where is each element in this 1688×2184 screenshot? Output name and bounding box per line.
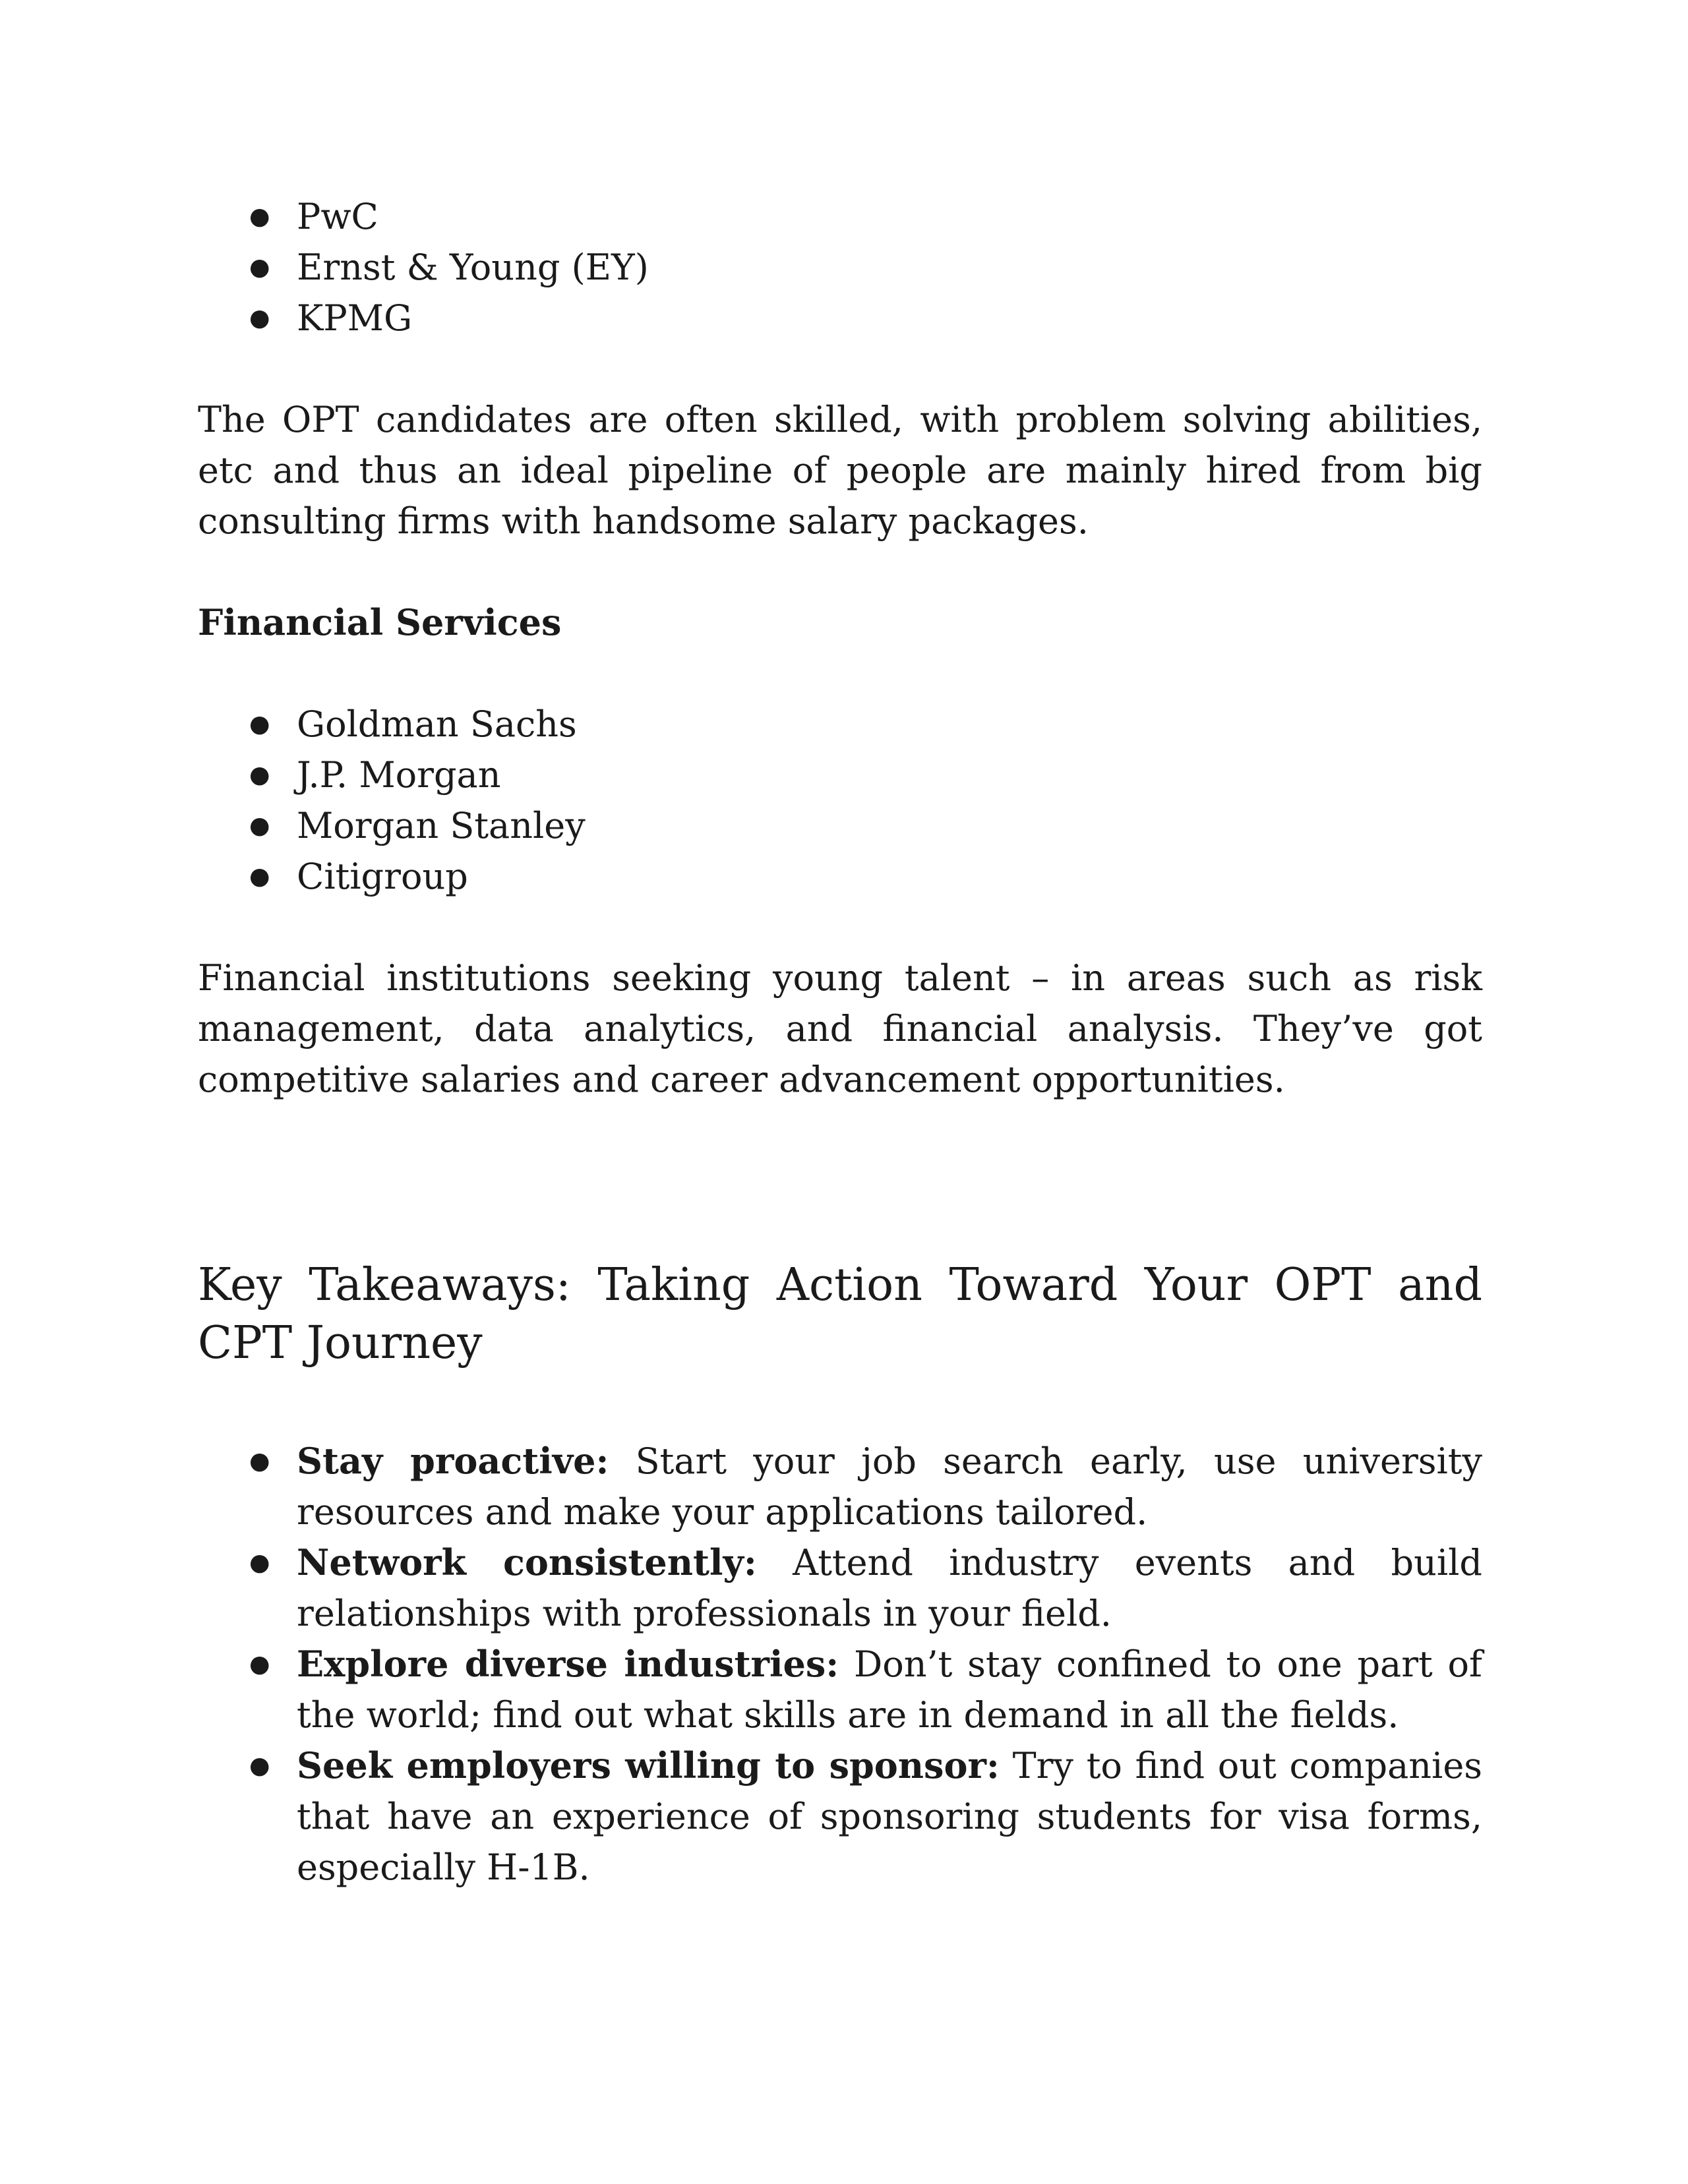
bullet-icon: ● xyxy=(249,761,270,788)
key-takeaways-heading: Key Takeaways: Taking Action Toward Your OPT and CPT Journey xyxy=(198,1259,1482,1369)
bullet-icon: ● xyxy=(249,1549,270,1576)
list-item xyxy=(198,191,1482,242)
bullet-icon: ● xyxy=(249,863,270,890)
consulting-firms-list xyxy=(198,191,1482,343)
list-item xyxy=(198,699,1482,750)
list-item-text: J.P. Morgan xyxy=(297,754,501,796)
takeaway-item xyxy=(198,1740,1482,1893)
list-item xyxy=(198,750,1482,800)
takeaway-title: Network consistently: xyxy=(297,1541,757,1583)
takeaway-title: Seek employers willing to sponsor: xyxy=(297,1744,1000,1786)
bullet-icon: ● xyxy=(249,254,270,281)
list-item-text: KPMG xyxy=(297,297,413,339)
bullet-icon: ● xyxy=(249,812,270,839)
list-item-text: PwC xyxy=(297,196,378,237)
takeaway-title: Explore diverse industries: xyxy=(297,1643,839,1685)
takeaway-item xyxy=(198,1639,1482,1740)
bullet-icon: ● xyxy=(249,1448,270,1475)
takeaway-item xyxy=(198,1436,1482,1537)
bullet-icon: ● xyxy=(249,1752,270,1779)
list-item-text: Ernst & Young (EY) xyxy=(297,247,649,288)
list-item-text: Citigroup xyxy=(297,856,468,897)
list-item xyxy=(198,293,1482,343)
takeaway-text: Attend industry events and build relationships with professionals in your field. xyxy=(297,1542,1482,1634)
list-item xyxy=(198,242,1482,293)
takeaway-text: Start your job search early, use university resources and make your applications tailored. xyxy=(297,1440,1482,1533)
takeaway-text: Try to find out companies that have an experience of sponsoring students for visa forms, especially H-1B. xyxy=(297,1745,1482,1888)
takeaways-list xyxy=(198,1436,1482,1893)
financial-firms-list xyxy=(198,699,1482,902)
bullet-icon: ● xyxy=(249,711,270,738)
financial-services-heading: Financial Services xyxy=(198,601,562,643)
takeaway-text: Don’t stay confined to one part of the world; find out what skills are in demand in all the fields. xyxy=(297,1643,1482,1736)
list-item xyxy=(198,800,1482,851)
bullet-icon: ● xyxy=(249,1651,270,1678)
list-item-text: Morgan Stanley xyxy=(297,805,586,846)
list-item-text: Goldman Sachs xyxy=(297,703,577,745)
document-page xyxy=(198,191,1482,1893)
consulting-paragraph: The OPT candidates are often skilled, with problem solving abilities, etc and thus an ideal pipeline of people are mainly hired from big consulting firms with handsome salary packages. xyxy=(198,399,1482,542)
financial-paragraph: Financial institutions seeking young talent – in areas such as risk management, data analytics, and financial analysis. They’ve got competitive salaries and career advancement opportunities. xyxy=(198,957,1482,1100)
list-item xyxy=(198,851,1482,902)
takeaway-item xyxy=(198,1537,1482,1639)
bullet-icon: ● xyxy=(249,305,270,332)
bullet-icon: ● xyxy=(249,203,270,230)
takeaway-title: Stay proactive: xyxy=(297,1440,609,1482)
